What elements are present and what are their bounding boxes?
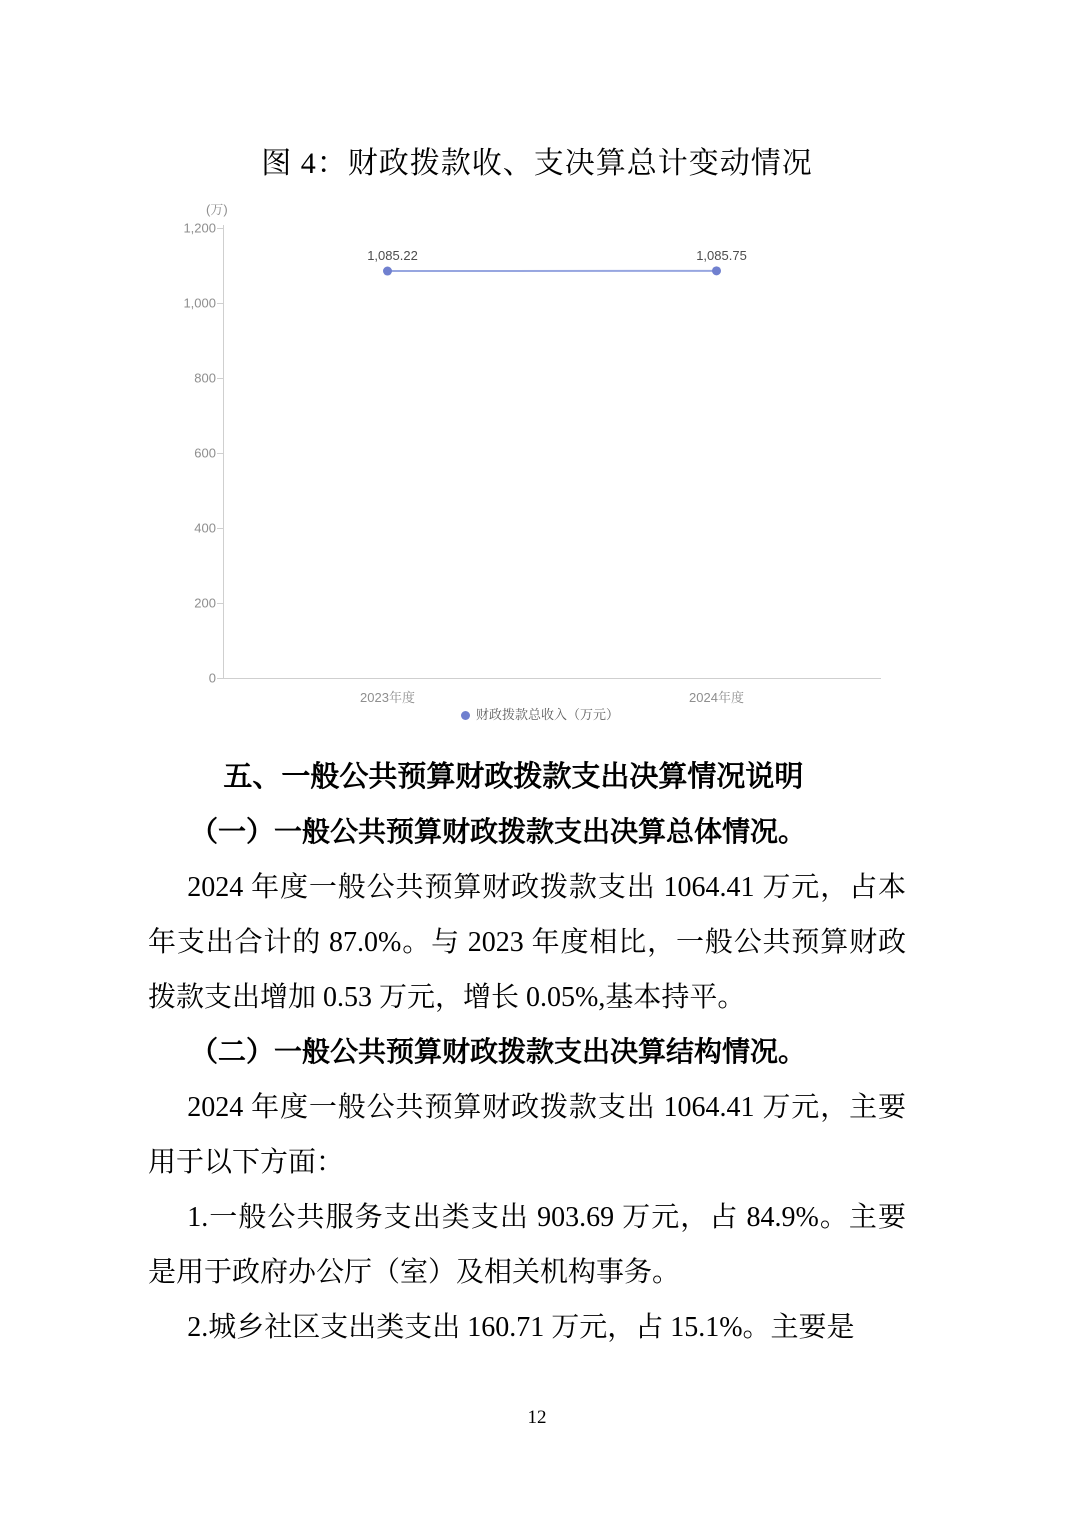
document-body bbox=[148, 750, 906, 1355]
y-tick-label: 1,000 bbox=[183, 295, 216, 311]
data-point-label: 1,085.22 bbox=[367, 248, 418, 264]
y-tick-mark bbox=[217, 453, 223, 454]
paragraph-4: 2.城乡社区支出类支出 160.71 万元，占 15.1%。主要是 bbox=[187, 1312, 855, 1343]
sub-heading-1: （一）一般公共预算财政拨款支出决算总体情况。 bbox=[190, 817, 807, 848]
y-tick-mark bbox=[217, 678, 223, 679]
paragraph-1: 2024 年度一般公共预算财政拨款支出 1064.41 万元，占本年支出合计的 87.0%。与 2023 年度相比，一般公共预算财政拨款支出增加 0.53 万元，增长 0.05%,基本持平。 bbox=[148, 872, 906, 1013]
x-tick-label: 2023年度 bbox=[360, 690, 415, 705]
x-tick-label: 2024年度 bbox=[689, 690, 744, 705]
y-tick-mark bbox=[217, 528, 223, 529]
data-point bbox=[383, 267, 392, 276]
data-point bbox=[712, 266, 721, 275]
line-chart bbox=[183, 195, 890, 740]
y-axis-unit-label: (万) bbox=[206, 202, 228, 217]
section-heading: 五、一般公共预算财政拨款支出决算情况说明 bbox=[223, 761, 804, 793]
chart-legend bbox=[190, 704, 890, 723]
legend-marker-icon bbox=[461, 711, 470, 720]
y-tick-label: 800 bbox=[194, 370, 216, 386]
paragraph-2: 2024 年度一般公共预算财政拨款支出 1064.41 万元，主要用于以下方面： bbox=[148, 1092, 906, 1178]
sub-heading-2: （二）一般公共预算财政拨款支出决算结构情况。 bbox=[190, 1037, 807, 1068]
paragraph-3: 1.一般公共服务支出类支出 903.69 万元，占 84.9%。主要是用于政府办公厅（室）及相关机构事务。 bbox=[148, 1202, 906, 1288]
line-chart-plot bbox=[190, 195, 890, 740]
y-tick-label: 400 bbox=[194, 520, 216, 536]
y-tick-label: 200 bbox=[194, 595, 216, 611]
y-tick-mark bbox=[217, 378, 223, 379]
legend-label: 财政拨款总收入（万元） bbox=[475, 707, 619, 722]
y-tick-label: 0 bbox=[208, 670, 216, 686]
figure-title: 图 4：财政拨款收、支决算总计变动情况 bbox=[261, 147, 813, 180]
y-tick-mark bbox=[217, 303, 223, 304]
y-tick-label: 1,200 bbox=[183, 220, 216, 236]
y-tick-label: 600 bbox=[194, 445, 216, 461]
data-point-label: 1,085.75 bbox=[696, 247, 747, 263]
y-tick-mark bbox=[217, 228, 223, 229]
y-tick-mark bbox=[217, 603, 223, 604]
page-number: 12 bbox=[527, 1407, 547, 1428]
